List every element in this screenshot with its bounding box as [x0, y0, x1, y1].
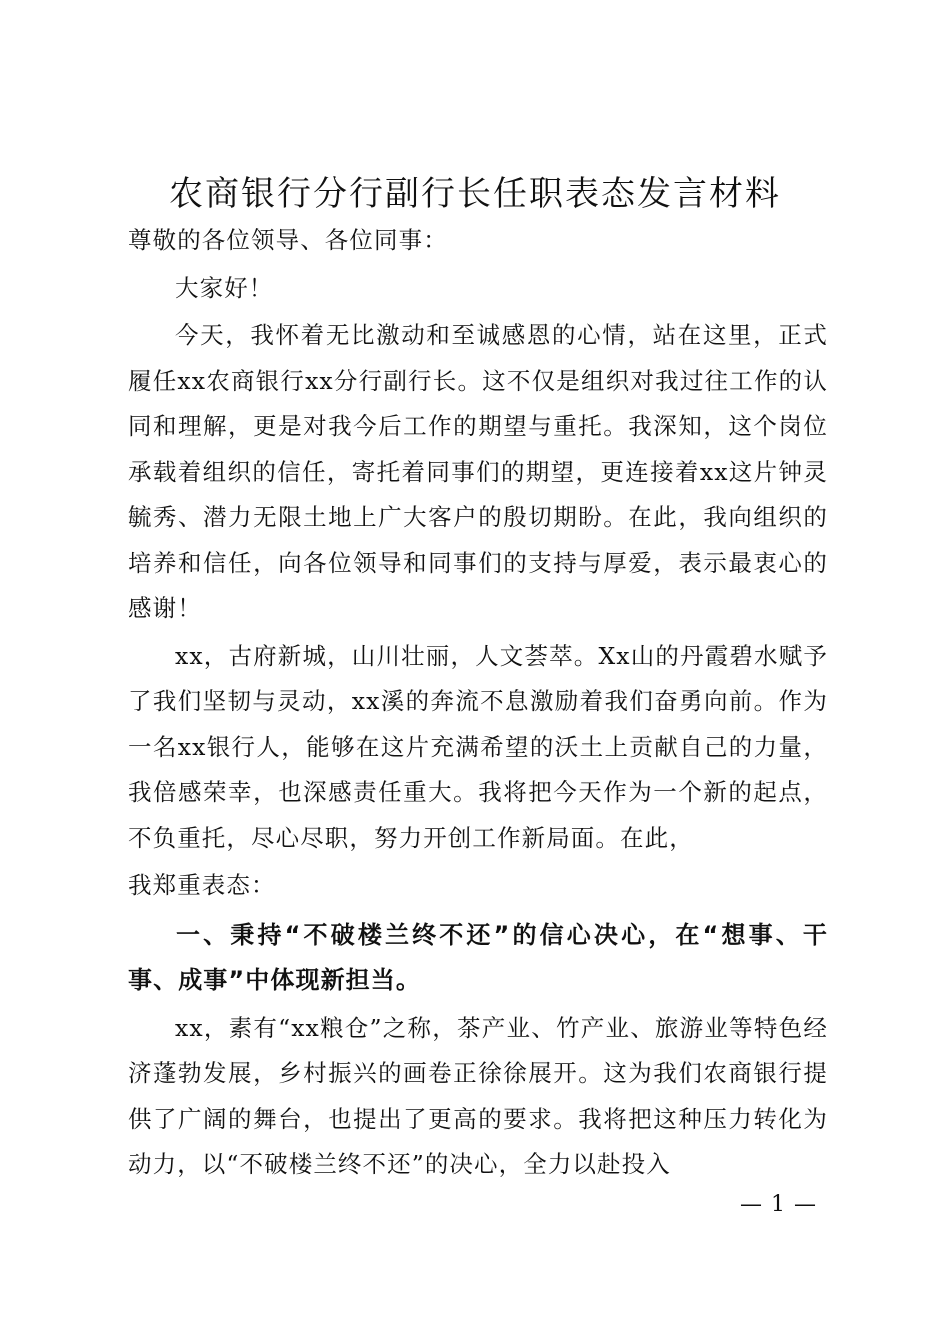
paragraph-section-1: xx，素有“xx粮仓”之称，茶产业、竹产业、旅游业等特色经济蓬勃发展，乡村振兴的画卷正徐徐展开。这为我们农商银行提供了广阔的舞台，也提出了更高的要求。我将把这种压力转化为动力，以“不破楼兰终不还”的决心，全力以赴投入 [128, 1013, 828, 1178]
salutation: 尊敬的各位领导、各位同事： [128, 226, 448, 254]
paragraph-opening: 今天，我怀着无比激动和至诚感恩的心情，站在这里，正式履任xx农商银行xx分行副行长。这不仅是组织对我过往工作的认同和理解，更是对我今后工作的期望与重托。我深知，这个岗位承载着组织的信任，寄托着同事们的期望，更连接着xx这片钟灵毓秀、潜力无限土地上广大客户的殷切期盼。在此，我向组织的培养和信任，向各位领导和同事们的支持与厚爱，表示最衷心的感谢！ [128, 321, 828, 622]
document-title: 农商银行分行副行长任职表态发言材料 [169, 174, 781, 214]
page-number: — 1 — [740, 1192, 817, 1217]
greeting: 大家好！ [175, 273, 274, 302]
document-body [128, 218, 828, 1190]
paragraph-statement-lead: 我郑重表态： [128, 871, 276, 899]
paragraph-xx-introduction: xx，古府新城，山川壮丽，人文荟萃。Xx山的丹霞碧水赋予了我们坚韧与灵动，xx溪的奔流不息激励着我们奋勇向前。作为一名xx银行人，能够在这片充满希望的沃土上贡献自己的力量，我倍感荣幸，也深感责任重大。我将把今天作为一个新的起点，不负重托，尽心尽职，努力开创工作新局面。在此， [128, 641, 828, 852]
section-heading-1: 一、秉持“不破楼兰终不还”的信心决心，在“想事、干事、成事”中体现新担当。 [128, 920, 828, 994]
